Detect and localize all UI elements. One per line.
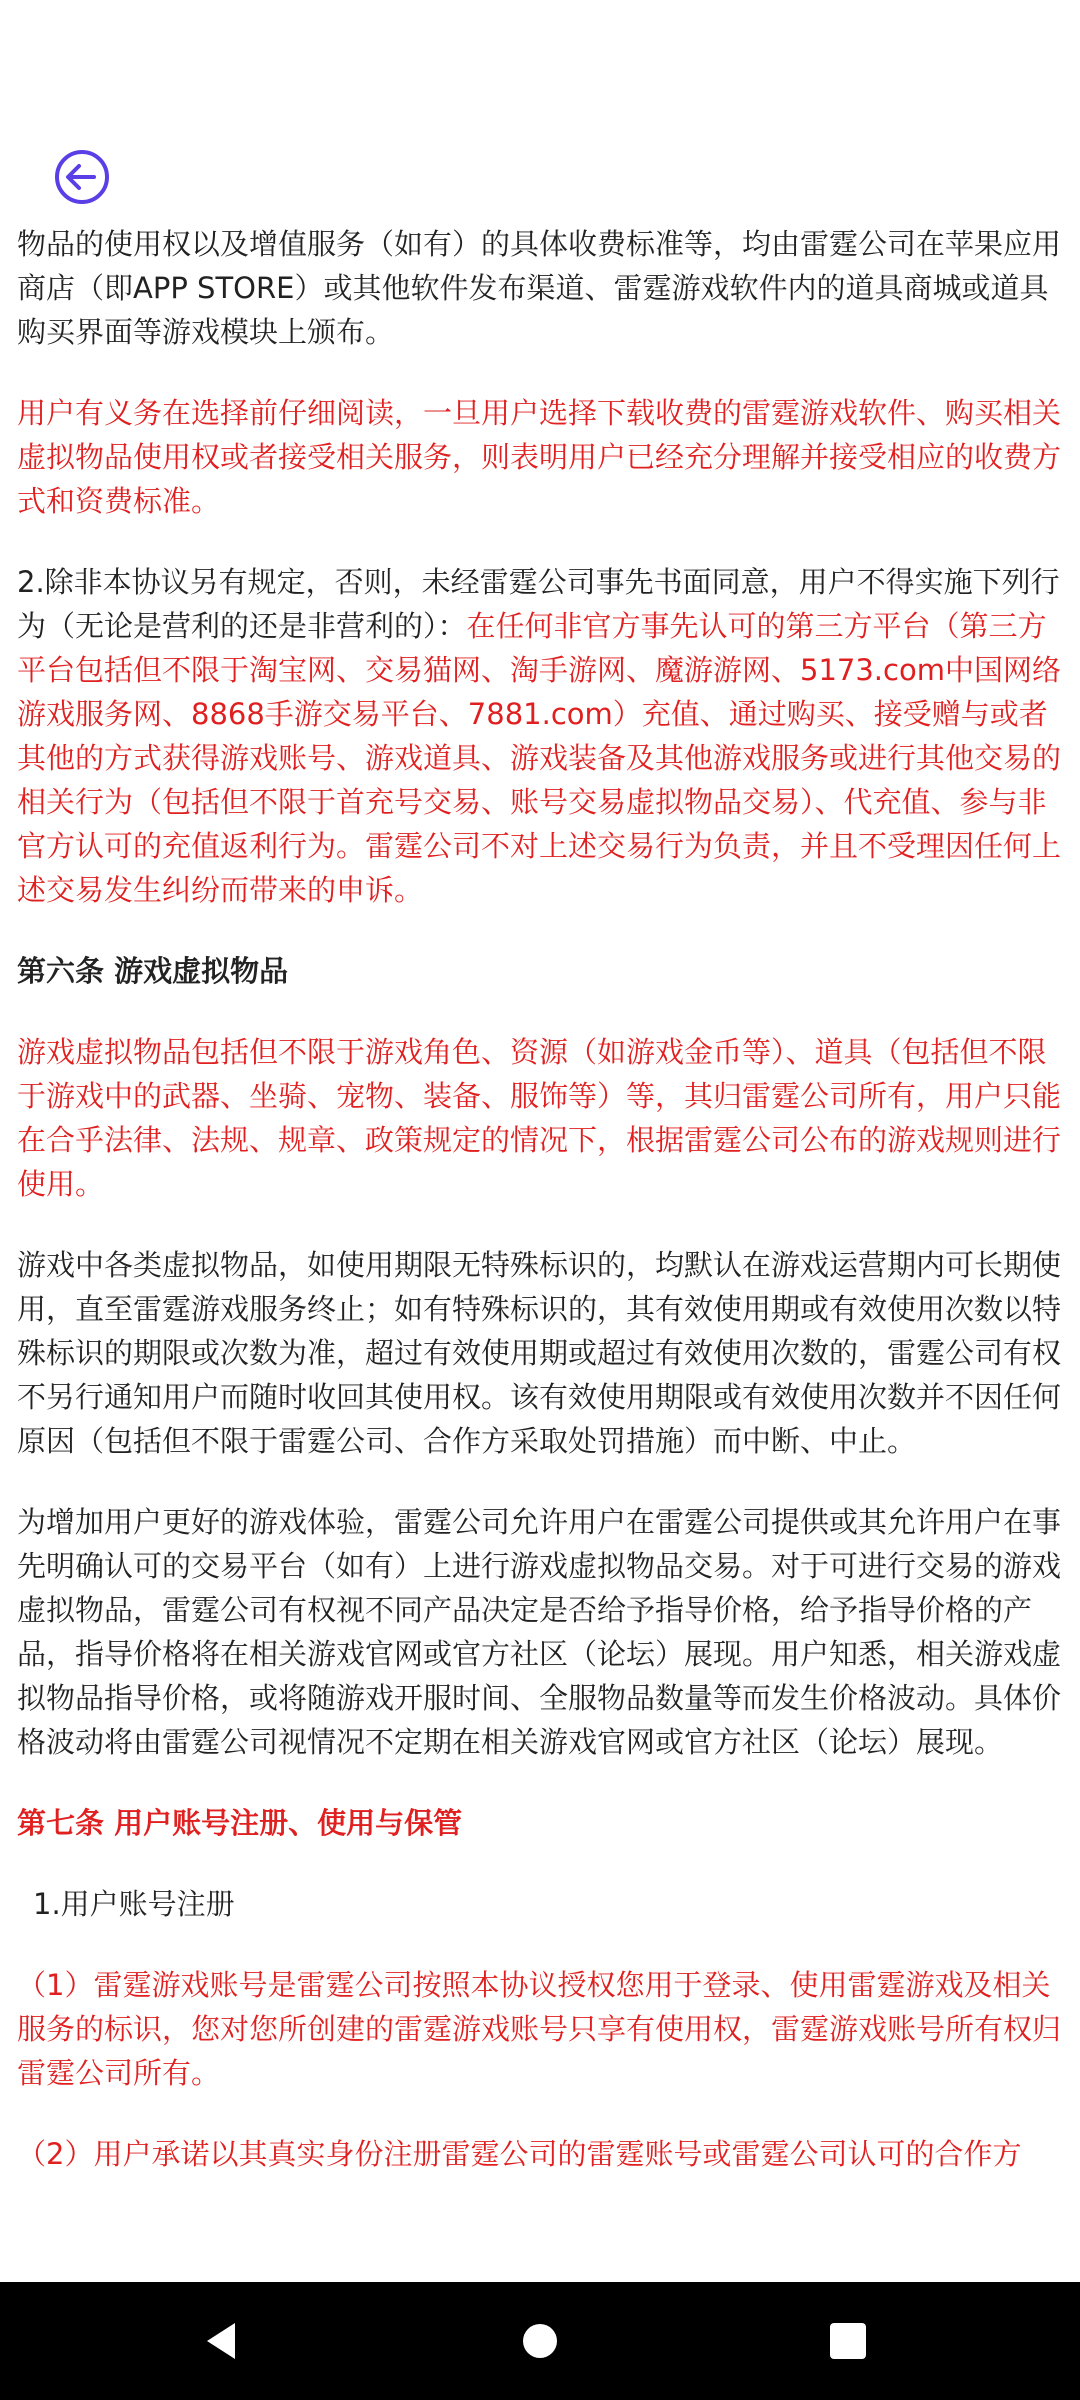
prohibited-acts-detail: 在任何非官方事先认可的第三方平台（第三方平台包括但不限于淘宝网、交易猫网、淘手游网、魔游游网、5173.com中国网络游戏服务网、8868手游交易平台、7881.com）充值、通过购买、接受赠与或者其他的方式获得游戏账号、游戏道具、游戏装备及其他游戏服务或进行其他交易的相关行为（包括但不限于首充号交易、账号交易虚拟物品交易）、代充值、参与非官方认可的充值返利行为。雷霆公司不对上述交易行为负责，并且不受理因任何上述交易发生纠纷而带来的申诉。 bbox=[17, 609, 1062, 907]
circle-home-icon bbox=[510, 2311, 570, 2371]
paragraph-virtual-items-ownership: 游戏虚拟物品包括但不限于游戏角色、资源（如游戏金币等）、道具（包括但不限于游戏中的武器、坐骑、宠物、装备、服饰等）等，其归雷霆公司所有，用户只能在合乎法律、法规、规章、政策规定的情况下，根据雷霆公司公布的游戏规则进行使用。 bbox=[17, 1035, 1062, 1201]
prohibited-acts-intro: 2.除非本协议另有规定，否则，未经雷霆公司事先书面同意，用户不得实施下列行为（无论是营利的还是非营利的）： bbox=[17, 565, 1060, 643]
item-real-identity: （2）用户承诺以其真实身份注册雷霆公司的雷霆账号或雷霆公司认可的合作方 bbox=[17, 2137, 1022, 2171]
triangle-back-icon bbox=[195, 2311, 255, 2371]
paragraph-fee-standard: 物品的使用权以及增值服务（如有）的具体收费标准等，均由雷霆公司在苹果应用商店（即APP STORE）或其他软件发布渠道、雷霆游戏软件内的道具商城或道具购买界面等游戏模块上颁布。 bbox=[17, 227, 1062, 349]
square-recents-icon bbox=[818, 2311, 878, 2371]
agreement-content bbox=[17, 222, 1063, 2282]
paragraph-prohibited-acts bbox=[17, 560, 1063, 912]
nav-back-button[interactable] bbox=[195, 2311, 255, 2371]
system-navigation-bar bbox=[0, 2282, 1080, 2400]
section-7-title: 第七条 用户账号注册、使用与保管 bbox=[17, 1806, 463, 1840]
section-6-title: 第六条 游戏虚拟物品 bbox=[17, 954, 289, 988]
nav-home-button[interactable] bbox=[510, 2311, 570, 2371]
paragraph-virtual-items-validity: 游戏中各类虚拟物品，如使用期限无特殊标识的，均默认在游戏运营期内可长期使用，直至雷霆游戏服务终止；如有特殊标识的，其有效使用期或有效使用次数以特殊标识的期限或次数为准，超过有效使用期或超过有效使用次数的，雷霆公司有权不另行通知用户而随时收回其使用权。该有效使用期限或有效使用次数并不因任何原因（包括但不限于雷霆公司、合作方采取处罚措施）而中断、中止。 bbox=[17, 1248, 1062, 1458]
back-button[interactable] bbox=[54, 149, 110, 205]
paragraph-user-obligation: 用户有义务在选择前仔细阅读，一旦用户选择下载收费的雷霆游戏软件、购买相关虚拟物品使用权或者接受相关服务，则表明用户已经充分理解并接受相应的收费方式和资费标准。 bbox=[17, 396, 1062, 518]
circle-arrow-left-icon bbox=[54, 149, 110, 205]
nav-recents-button[interactable] bbox=[818, 2311, 878, 2371]
subsection-account-registration: 1.用户账号注册 bbox=[33, 1887, 235, 1921]
item-account-ownership: （1）雷霆游戏账号是雷霆公司按照本协议授权您用于登录、使用雷霆游戏及相关服务的标识，您对您所创建的雷霆游戏账号只享有使用权，雷霆游戏账号所有权归雷霆公司所有。 bbox=[17, 1968, 1062, 2090]
paragraph-virtual-items-trade: 为增加用户更好的游戏体验，雷霆公司允许用户在雷霆公司提供或其允许用户在事先明确认可的交易平台（如有）上进行游戏虚拟物品交易。对于可进行交易的游戏虚拟物品，雷霆公司有权视不同产品决定是否给予指导价格，给予指导价格的产品，指导价格将在相关游戏官网或官方社区（论坛）展现。用户知悉，相关游戏虚拟物品指导价格，或将随游戏开服时间、全服物品数量等而发生价格波动。具体价格波动将由雷霆公司视情况不定期在相关游戏官网或官方社区（论坛）展现。 bbox=[17, 1505, 1062, 1759]
